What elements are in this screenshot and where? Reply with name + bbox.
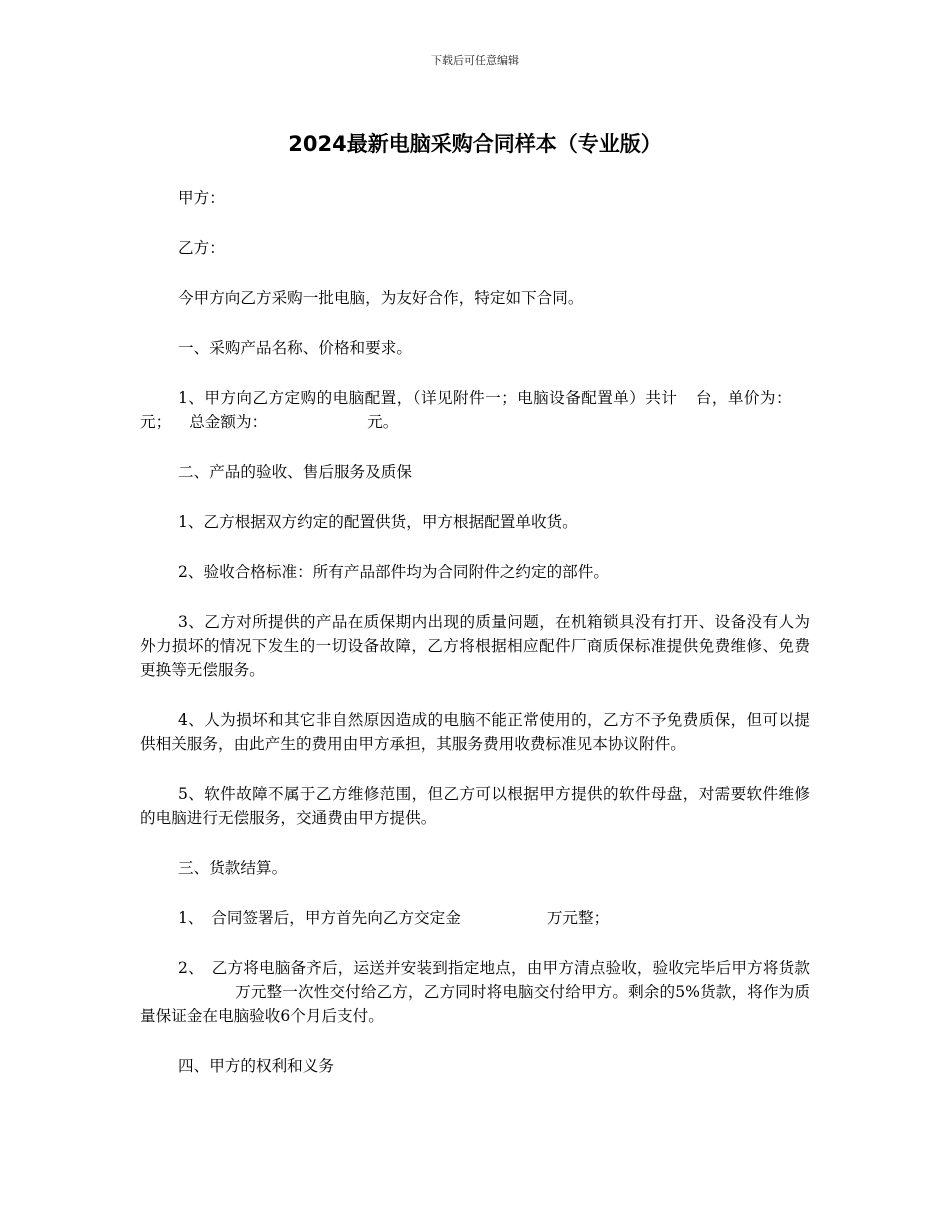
intro-paragraph: 今甲方向乙方采购一批电脑，为友好合作，特定如下合同。 [178,289,584,307]
section1-item1-part1: 1、甲方向乙方定购的电脑配置，（详见附件一；电脑设备配置单）共计 [178,389,678,407]
section2-item4: 4、人为损坏和其它非自然原因造成的电脑不能正常使用的，乙方不予免费质保，但可以提供相关服务，由此产生的费用由甲方承担，其服务费用收费标准见本协议附件。 [140,711,810,753]
party-b-line: 乙方： [178,239,225,257]
section3-item2-part1: 2、 乙方将电脑备齐后，运送并安装到指定地点，由甲方清点验收，验收完毕后甲方将货款 [178,959,810,977]
section4-heading: 四、甲方的权利和义务 [178,1057,334,1075]
section3-item2 [140,956,810,1028]
section1-item1-part2: 台，单价为： [695,389,792,407]
section1-item1-part3: 元； [140,413,172,431]
section1-item1-part4: 总金额为： [189,413,268,431]
section1-item1-part5: 元。 [367,413,399,431]
document-title: 2024最新电脑采购合同样本（专业版） [288,132,662,156]
section2-item5: 5、软件故障不属于乙方维修范围，但乙方可以根据甲方提供的软件母盘，对需要软件维修的电脑进行无偿服务，交通费由甲方提供。 [140,785,810,827]
section2-item3: 3、乙方对所提供的产品在质保期内出现的质量问题，在机箱锁具没有打开、设备没有人为外力损坏的情况下发生的一切设备故障，乙方将根据相应配件厂商质保标准提供免费维修、免费更换等无偿服务。 [140,613,810,679]
section2-item2: 2、验收合格标准：所有产品部件均为合同附件之约定的部件。 [178,563,609,581]
header-note: 下载后可任意编辑 [431,54,519,67]
section3-item1-part2: 万元整； [546,909,610,927]
section2-item1: 1、乙方根据双方约定的配置供货，甲方根据配置单收货。 [178,513,578,531]
section3-item2-part2: 万元整一次性交付给乙方，乙方同时将电脑交付给甲方。剩余的5%货款，将作为质量保证金在电脑验收6个月后支付。 [140,983,810,1025]
section3-heading: 三、货款结算。 [178,859,288,877]
party-a-line: 甲方： [178,189,225,207]
section2-heading: 二、产品的验收、售后服务及质保 [178,463,412,481]
section3-item1 [140,906,810,930]
section1-heading: 一、采购产品名称、价格和要求。 [178,339,412,357]
document-body [140,186,810,1078]
section1-item1 [140,386,810,434]
section3-item1-part1: 1、 合同签署后，甲方首先向乙方交定金 [178,909,461,927]
